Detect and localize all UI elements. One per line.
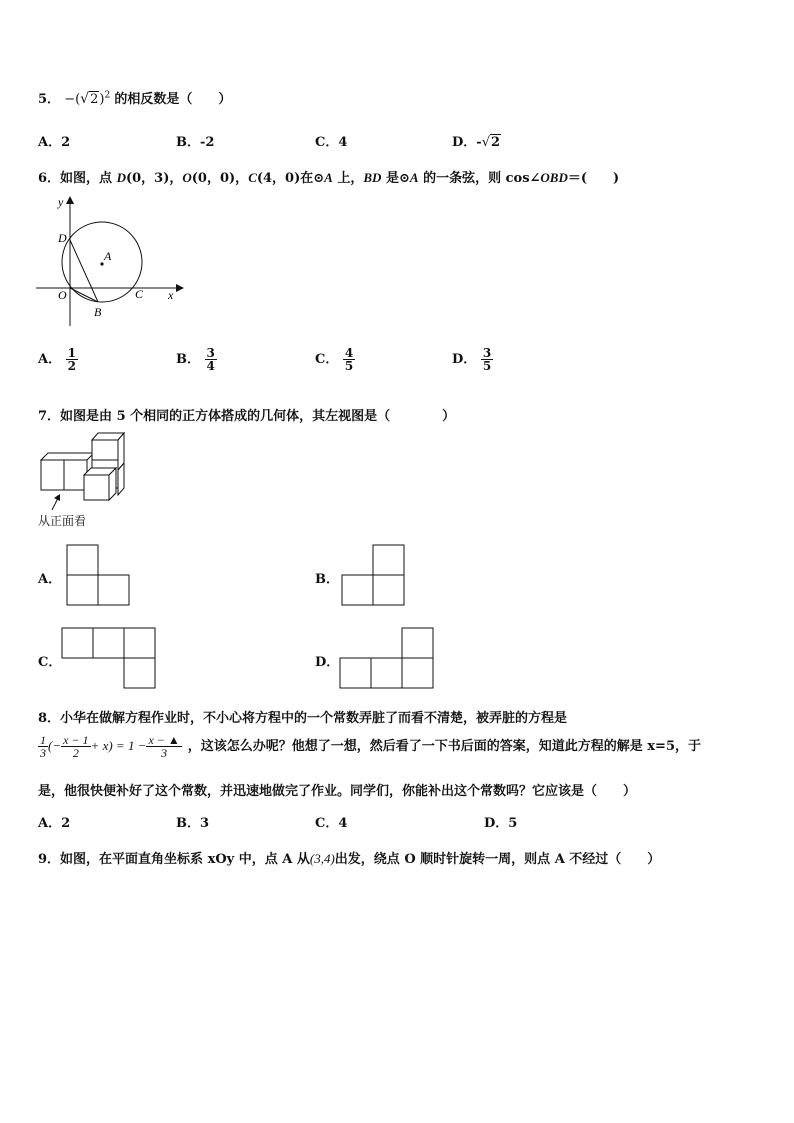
label-y: y xyxy=(58,195,64,209)
fraction: $\frac{3}{5}$ xyxy=(482,346,492,373)
fraction: $\frac{3}{4}$ xyxy=(206,346,215,373)
option-a-view-figure xyxy=(66,544,132,608)
q8-stem-line3: 是，他很快便补好了这个常数，并迅速地做完了作业。同学们，你能补出这个常数吗？它应该是（ ） xyxy=(38,784,637,799)
option-c-view-figure xyxy=(61,627,157,691)
view-caption: 从正面看 xyxy=(38,514,87,528)
q7-option-c[interactable]: C． xyxy=(38,655,62,670)
q6-option-d[interactable]: D． $\frac{3}{5}$ xyxy=(452,346,492,373)
q7-option-b[interactable]: B． xyxy=(315,572,339,587)
question-8-stem: 8．小华在做解方程作业时，不小心将方程中的一个常数弄脏了而看不清楚，被弄脏的方程是 xyxy=(38,711,568,726)
label-b: B xyxy=(94,305,102,319)
question-5-stem: 5． $-(√2)^2$ 的相反数是（ ） xyxy=(38,90,232,107)
option-b-view-figure xyxy=(341,544,407,608)
y-axis-arrow-icon xyxy=(66,196,74,204)
label-c: C xyxy=(135,287,144,301)
question-number: 9． xyxy=(38,852,61,867)
question-number: 7． xyxy=(38,409,61,424)
question-6-stem: 6．如图，点 D(0，3)，O(0，0)，C(4，0)在⊙A 上，BD 是⊙A 的一条弦，则 cos∠OBD＝( ) xyxy=(38,170,620,186)
q5-option-c[interactable]: C．4 xyxy=(315,135,348,150)
fraction: $\frac{x - 1}{2}$ xyxy=(63,733,89,760)
cube-front xyxy=(41,460,64,490)
question-number: 8． xyxy=(38,711,61,726)
q8-equation-line: $\frac{1}{3}$ (− $\frac{x - 1}{2}$ + x) = 1 − $\frac{x - ▲}{3}$ ，这该怎么办呢？他想了一想，然后看了一下书后面的答案，知道此方程的解是 x=5，于 xyxy=(40,733,701,760)
chord-bd xyxy=(70,240,98,302)
x-axis-arrow-icon xyxy=(176,284,184,292)
option-d-view-figure xyxy=(339,627,435,691)
segment-ob xyxy=(70,288,98,302)
cube-stack-figure xyxy=(36,430,136,510)
label-o: O xyxy=(58,288,67,302)
q7-option-a[interactable]: A． xyxy=(38,572,62,587)
q8-option-d[interactable]: D．5 xyxy=(484,816,518,831)
fraction: $\frac{x - ▲}{3}$ xyxy=(148,733,180,760)
question-number: 6． xyxy=(38,171,61,186)
fraction: $\frac{1}{3}$ xyxy=(40,733,46,760)
view-arrow xyxy=(52,498,58,510)
q6-option-b[interactable]: B． $\frac{3}{4}$ xyxy=(176,346,215,373)
label-a: A xyxy=(104,249,112,263)
q6-option-a[interactable]: A． $\frac{1}{2}$ xyxy=(38,346,76,373)
fraction: $\frac{1}{2}$ xyxy=(67,346,76,373)
q5-option-a[interactable]: A．2 xyxy=(38,135,71,150)
q6-option-c[interactable]: C． $\frac{4}{5}$ xyxy=(315,346,354,373)
q5-option-d[interactable]: D．-√2 xyxy=(452,135,501,150)
q8-option-c[interactable]: C．4 xyxy=(315,816,348,831)
circle-coordinate-figure xyxy=(36,196,186,331)
cube-front xyxy=(84,475,109,500)
q8-option-a[interactable]: A．2 xyxy=(38,816,71,831)
question-7-stem: 7．如图是由 5 个相同的正方体搭成的几何体，其左视图是（ ） xyxy=(38,409,456,424)
cube-top-face xyxy=(41,453,94,460)
fraction: $\frac{4}{5}$ xyxy=(344,346,354,373)
label-x: x xyxy=(168,288,174,302)
q8-option-b[interactable]: B．3 xyxy=(176,816,210,831)
q7-option-d[interactable]: D． xyxy=(315,655,340,670)
q5-option-b[interactable]: B．-2 xyxy=(176,135,215,150)
question-number: 5． xyxy=(38,92,61,107)
label-d: D xyxy=(58,231,67,245)
question-9-stem: 9．如图，在平面直角坐标系 xOy 中，点 A 从(3,4)出发，绕点 O 顺时针旋转一周，则点 A 不经过（ ） xyxy=(38,851,661,867)
